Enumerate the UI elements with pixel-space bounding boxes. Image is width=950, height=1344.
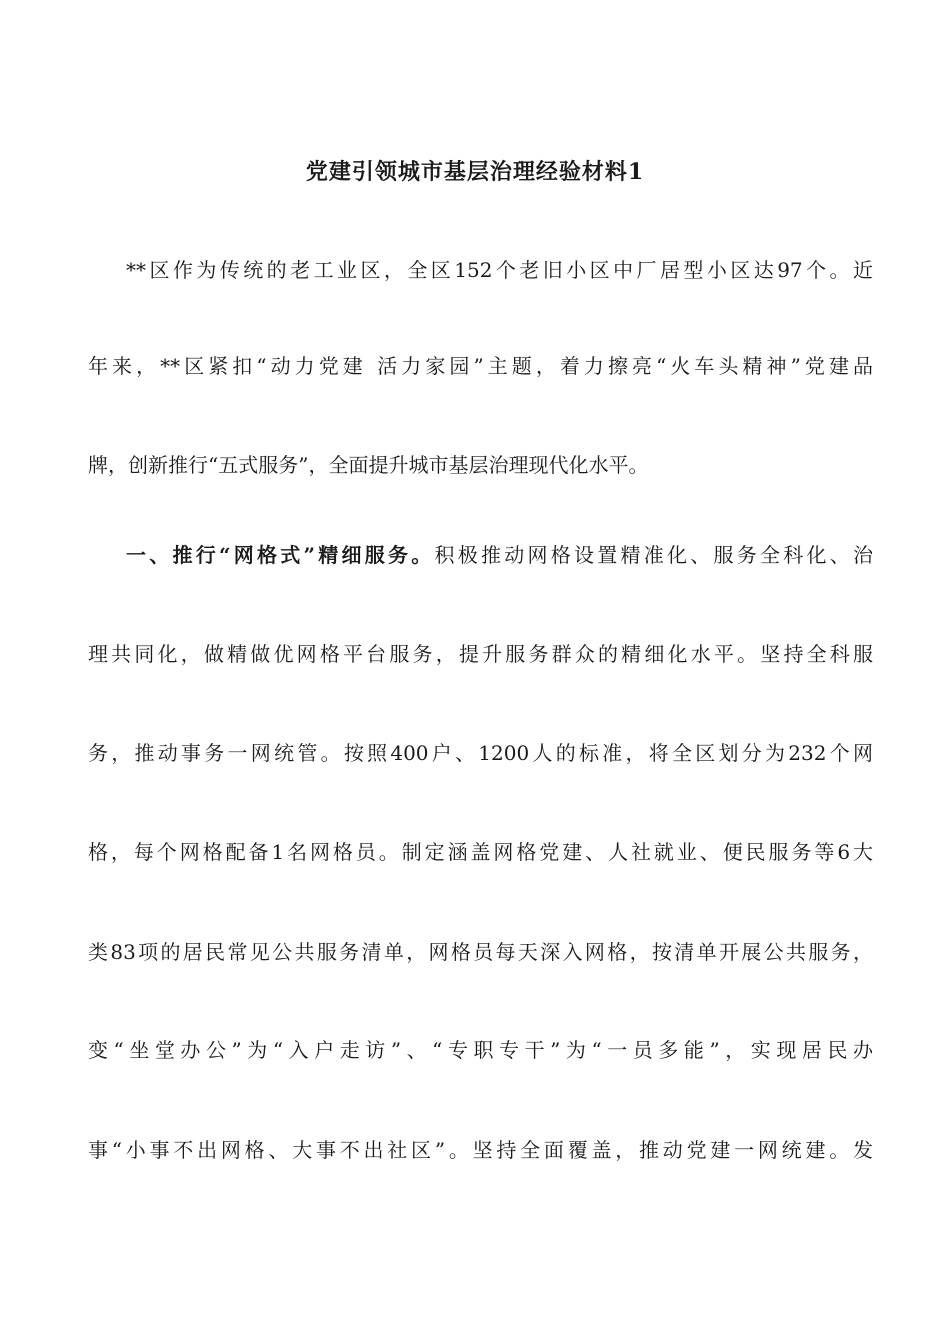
paragraph2-line6: 变“坐堂办公”为“入户走访”、“专职专干”为“一员多能”，实现居民办 (88, 1038, 873, 1062)
paragraph1-line1: **区作为传统的老工业区，全区152个老旧小区中厂居型小区达97个。近 (126, 258, 873, 282)
paragraph2-line3: 务，推动事务一网统管。按照400户、1200人的标准，将全区划分为232个网 (88, 741, 873, 765)
section-heading: 一、推行“网格式”精细服务。 (126, 543, 435, 567)
paragraph1-line3: 牌，创新推行“五式服务”，全面提升城市基层治理现代化水平。 (88, 453, 649, 477)
paragraph2-line5: 类83项的居民常见公共服务清单，网格员每天深入网格，按清单开展公共服务， (88, 940, 873, 964)
paragraph2-line1 (88, 541, 873, 569)
paragraph2-line2: 理共同化，做精做优网格平台服务，提升服务群众的精细化水平。坚持全科服 (88, 642, 873, 666)
paragraph2-line7: 事“小事不出网格、大事不出社区”。坚持全面覆盖，推动党建一网统建。发 (88, 1138, 873, 1162)
paragraph2-line4: 格，每个网格配备1名网格员。制定涵盖网格党建、人社就业、便民服务等6大 (88, 840, 873, 864)
paragraph1-line2: 年来，**区紧扣“动力党建 活力家园”主题，着力擦亮“火车头精神”党建品 (88, 354, 873, 378)
paragraph2-line1-text: 积极推动网格设置精准化、服务全科化、治 (434, 543, 874, 567)
document-title: 党建引领城市基层治理经验材料1 (305, 159, 645, 185)
